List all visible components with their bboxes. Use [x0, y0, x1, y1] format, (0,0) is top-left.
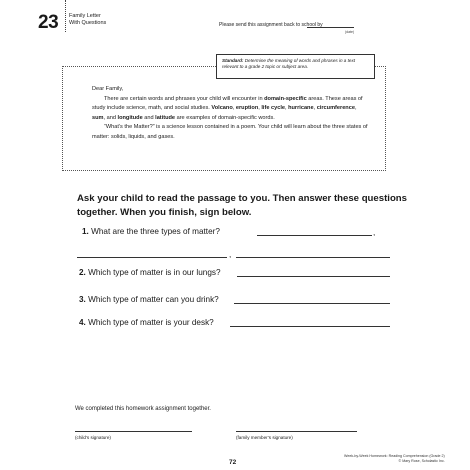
- vocab-term: circumference: [316, 105, 355, 112]
- answer-line-1b[interactable]: [77, 257, 227, 258]
- vocab-term: Volcano: [211, 105, 233, 112]
- letter-text: ,: [354, 105, 357, 112]
- answer-line-1c[interactable]: [236, 257, 390, 258]
- vocab-term: sum: [92, 114, 104, 121]
- instructions: Ask your child to read the passage to you. Then answer these questions together. When you finish, sign below.: [77, 193, 407, 218]
- letter-text: are examples of domain-specific words.: [175, 114, 275, 121]
- page-number: 72: [229, 459, 237, 466]
- send-back-instruction: Please send this assignment back to school by: [219, 22, 323, 28]
- lesson-title-line1: Family Letter: [69, 13, 101, 19]
- question-number: 3.: [79, 295, 86, 304]
- header-divider: [65, 0, 66, 32]
- question-text: Which type of matter is in our lungs?: [88, 268, 221, 277]
- standard-text: Determine the meaning of words and phrases in a text relevant to a grade 2 topic or subject area.: [222, 58, 356, 70]
- answer-line-4[interactable]: [230, 326, 390, 327]
- standard-box: [216, 54, 375, 79]
- question-text: Which type of matter can you drink?: [88, 295, 219, 304]
- answer-line-2[interactable]: [237, 276, 390, 277]
- lesson-title-line2: With Questions: [69, 20, 107, 26]
- date-label: (date): [345, 30, 355, 34]
- question-4: [79, 318, 214, 327]
- vocab-term: life cycle: [261, 105, 285, 112]
- letter-text: ,: [258, 105, 262, 112]
- family-letter: [92, 85, 368, 143]
- vocab-term: hurricane: [288, 105, 314, 112]
- credit-line-1: Week-by-Week Homework: Reading Comprehension (Grade 2): [344, 454, 445, 458]
- comma: ,: [229, 250, 232, 259]
- question-number: 2.: [79, 268, 86, 277]
- letter-paragraph-2: “What’s the Matter?” is a science lesson contained in a poem. Your child will learn about the three states of matter: solids, liquids, and gases.: [92, 124, 368, 140]
- question-1: [82, 227, 220, 236]
- question-3: [79, 295, 219, 304]
- child-signature-label: (child’s signature): [75, 435, 111, 440]
- question-text: Which type of matter is your desk?: [88, 318, 214, 327]
- child-signature-line[interactable]: [75, 431, 192, 432]
- letter-text: , and: [103, 114, 118, 121]
- comma: ,: [373, 228, 376, 237]
- vocab-term: domain-specific: [264, 95, 307, 102]
- answer-line-3[interactable]: [234, 303, 390, 304]
- credit-line-2: © Mary Rose, Scholastic Inc.: [398, 459, 445, 463]
- standard-label: Standard:: [222, 58, 244, 63]
- lesson-number: 23: [38, 12, 59, 33]
- answer-line-1a[interactable]: [257, 235, 372, 236]
- family-signature-line[interactable]: [236, 431, 357, 432]
- letter-paragraph-1: [92, 95, 368, 124]
- letter-text: areas. These areas of study include science, math, and social studies.: [92, 95, 363, 112]
- letter-text: and: [142, 114, 156, 121]
- question-number: 1.: [82, 227, 89, 236]
- lesson-title: [69, 13, 106, 27]
- letter-text: ,: [284, 105, 289, 112]
- return-date-field[interactable]: [307, 27, 354, 28]
- vocab-term: eruption: [235, 105, 259, 112]
- letter-text: ,: [313, 105, 317, 112]
- credit: [344, 454, 445, 464]
- completion-statement: We completed this homework assignment together.: [75, 406, 211, 412]
- family-signature-label: (family member’s signature): [236, 435, 293, 440]
- letter-text: There are certain words and phrases your child will encounter in: [104, 95, 265, 102]
- vocab-term: latitude: [155, 114, 176, 121]
- question-number: 4.: [79, 318, 86, 327]
- letter-text: ,: [232, 105, 236, 112]
- vocab-term: longitude: [117, 114, 143, 121]
- question-text: What are the three types of matter?: [91, 227, 220, 236]
- letter-greeting: Dear Family,: [92, 86, 124, 92]
- question-2: [79, 268, 221, 277]
